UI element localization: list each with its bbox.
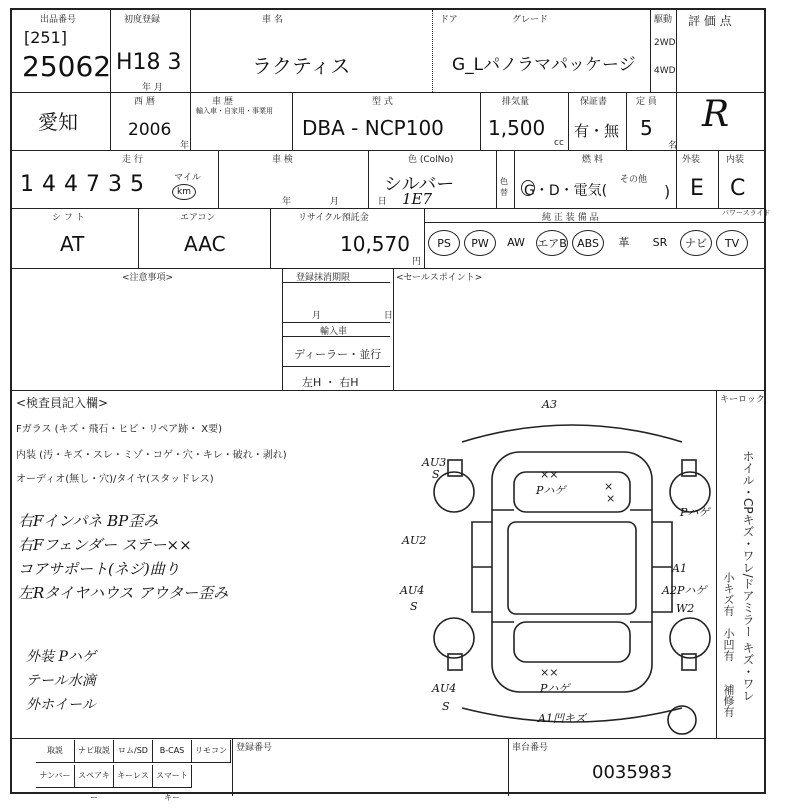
handwritten-line: 右Fフェンダー ステー×× [18, 536, 192, 554]
damage-label: ×× [540, 468, 559, 481]
year-unit: 年 [180, 141, 190, 151]
mileage-unit-mile: マイル [174, 173, 201, 183]
car-name-label: 車 名 [262, 15, 283, 25]
equipment-item: PW [464, 230, 496, 256]
dealer: ディーラー・並行 [294, 348, 382, 361]
vertical-sub-item: 小キズ有 [722, 572, 735, 616]
interior-grade: C [730, 176, 746, 201]
import-label: 輸入車 [320, 327, 348, 337]
recycle: 10,570 [340, 232, 410, 256]
mileage-unit-km: km [172, 184, 196, 200]
warranty-label: 保証書 [580, 97, 608, 107]
capacity-label: 定 員 [636, 97, 657, 107]
damage-label: × [606, 492, 616, 505]
mileage-value: 144735 [20, 172, 152, 197]
divider [12, 738, 764, 739]
inspection-label: 車 検 [272, 155, 293, 165]
capacity: 5 [640, 116, 653, 140]
exterior-grade: E [690, 176, 704, 201]
damage-label: Pハゲ [540, 682, 570, 695]
registration-label: 登録抹消期限 [296, 273, 351, 283]
first-reg-label: 初度登録 [124, 15, 161, 25]
caution-label: <注意事項> [122, 273, 174, 283]
grade: G_Lパノラマパッケージ [452, 55, 636, 75]
equipment-item: AW [507, 236, 525, 249]
first-reg-unit: 年 月 [142, 83, 163, 93]
damage-label: Pハゲ [680, 506, 710, 519]
footer-item: ナンバー [36, 765, 75, 788]
ac: AAC [184, 232, 226, 256]
equipment-item: PS [428, 230, 460, 256]
footer-item: キーレス [114, 765, 153, 788]
exhibit-label: 出品番号 [40, 15, 77, 25]
inspector-title: <検査員記入欄> [16, 396, 109, 410]
color-label: 色 (ColNo) [408, 155, 454, 165]
drive-4wd: 4WD [654, 66, 676, 76]
exterior-note-line: 外装 Pハゲ [26, 649, 96, 665]
exhibit-number: 25062 [22, 50, 112, 83]
keyless-label: パワースライド [722, 209, 771, 217]
model-label: 型 式 [372, 97, 393, 107]
year-label: 西 暦 [134, 97, 155, 107]
glass-note: Fガラス (キズ・飛石・ヒビ・リペア跡・ X要) [16, 424, 223, 435]
damage-label: S [432, 468, 440, 481]
car-name: ラクティス [252, 54, 351, 78]
mileage-label: 走 行 [122, 155, 143, 165]
capacity-unit: 名 [668, 141, 678, 151]
damage-label: AU4 [432, 682, 457, 695]
displacement-label: 排気量 [502, 97, 530, 107]
footer-item: B-CAS [153, 740, 192, 763]
damage-label: S [442, 700, 450, 713]
footer-item: スマートキー [153, 765, 192, 788]
fuel-circle [521, 180, 535, 196]
recycle-unit: 円 [412, 257, 422, 267]
interior-note: 内装 (汚・キズ・スレ・ミゾ・コゲ・穴・キレ・破れ・剥れ) [16, 450, 287, 461]
displacement: 1,500 [488, 116, 546, 140]
audio-tire-note: オーディオ(無し・穴)/タイヤ(スタッドレス) [16, 474, 214, 485]
footer-item: 取説 [36, 740, 75, 763]
divider [12, 92, 764, 93]
fuel-label: 燃 料 [582, 155, 603, 165]
equipment-item: ABS [572, 230, 604, 256]
equipment-item: TV [716, 230, 748, 256]
interior-label: 内装 [726, 155, 745, 165]
equipment-item: ナビ [680, 230, 712, 256]
damage-label: A1凹キズ [538, 712, 586, 725]
damage-label: AU4 [400, 584, 425, 597]
damage-label: AU3 [422, 456, 447, 469]
ac-label: エアコン [180, 213, 216, 223]
equipment-label: 純 正 装 備 品 [542, 213, 599, 223]
displacement-unit: cc [554, 138, 564, 148]
damage-label: × [604, 480, 614, 493]
exterior-note-line: テール水滴 [26, 673, 96, 689]
drive-2wd: 2WD [654, 38, 676, 48]
color-change-label: 色替 [500, 177, 508, 197]
year: 2006 [128, 120, 172, 140]
model: DBA - NCP100 [302, 116, 444, 140]
door-label: ドア [440, 15, 458, 25]
history-label: 車 歴 [212, 97, 233, 107]
divider [12, 208, 764, 209]
color-code: 1E7 [402, 190, 433, 208]
history-sub: 輸入車・自家用・事業用 [196, 107, 273, 115]
handwritten-line: 右Fインパネ BP歪み [18, 512, 159, 530]
handwritten-line: 左Rタイヤハウス アウター歪み [18, 584, 229, 602]
divider [12, 390, 764, 391]
damage-label: AU2 [402, 534, 427, 547]
shift-label: シ フ ト [52, 213, 85, 223]
footer-item: ロム/SD [114, 740, 153, 763]
car-damage-diagram [432, 402, 712, 738]
vertical-sub-item: 小凹有 [722, 628, 735, 661]
handwritten-line: コアサポート(ネジ)曲り [18, 560, 180, 578]
vin-label: 車台番号 [512, 743, 549, 753]
vin: 0035983 [592, 762, 673, 783]
damage-label: A1 [672, 562, 687, 575]
damage-label: A2Pハゲ [662, 584, 707, 597]
footer-item: ナビ取説 [75, 740, 114, 763]
recycle-label: リサイクル預託金 [298, 213, 369, 223]
exterior-note-line: 外ホイール [26, 697, 96, 713]
reg-unit: 月 日 [312, 311, 423, 321]
exterior-label: 外装 [682, 155, 701, 165]
exhibit-prefix: [251] [24, 28, 68, 47]
vertical-sub-item: 補修有 [722, 684, 735, 717]
equipment-item: SR [652, 236, 668, 249]
damage-label: Pハゲ [536, 484, 566, 497]
inspection-unit: 年 月 日 [282, 197, 405, 207]
reg-number-label: 登録番号 [236, 743, 273, 753]
sales-point-label: <セールスポイント> [396, 273, 483, 283]
first-reg-value: H18 3 [116, 50, 182, 75]
score-label: 評 価 点 [688, 14, 732, 28]
damage-label: A3 [542, 398, 557, 411]
warranty: 有・無 [574, 122, 620, 140]
fuel-other: その他 [620, 175, 648, 185]
shift: AT [60, 232, 85, 256]
score: R [702, 94, 730, 135]
color: シルバー [384, 174, 455, 195]
region: 愛知 [38, 110, 78, 134]
handle: 左H ・ 右H [302, 376, 359, 389]
damage-label: S [410, 600, 418, 613]
vertical-note: ホイル・CPキズ・ワレ/ドアミラー キズ・ワレ [741, 450, 755, 702]
footer-item: リモコン [192, 740, 231, 763]
equipment-item: エアB [536, 230, 568, 256]
side-label: キーロック [720, 395, 765, 405]
drive-label: 駆動 [654, 15, 673, 25]
fuel-options: G・D・電気( [524, 183, 608, 199]
grade-label: グレード [512, 15, 549, 25]
auction-sheet: 出品番号 [251] 25062 初度登録 H18 3 年 月 車 名 ラクティス ドア グレード G_Lパノラマパッケージ 駆動 2WD 4WD 評 価 点 R 愛知 西 暦 2006 年 車 歴 輸入車・自家用・事業用 型 式 DBA - NCP100 排気量 1,500 cc 保証書 有・無 定 員 5 名 走 行 144735 マイル km 車 検 年 月 日 色 (ColNo) シルバー 1E7 色替 燃 料 G・D・電気( その他 ) 外装 E 内装 C シ フ ト AT エアコン AAC リサイクル預託金 10,570 円 純 正 装 備 品 パワースライド PS PW AW エアB ABS 革 SR ナビ TV <注意事項> 登録抹消期限 月 日 輸入車 ディーラー・並行 左H ・ 右H <セールスポイント> <検査員記入欄> Fガラス (キズ・飛石・ヒビ・リペア跡・ X要) 内装 (汚・キズ・スレ・ミゾ・コゲ・穴・キレ・破れ・剥れ) オーディオ(無し・穴)/タイヤ(スタッドレス) 右Fインパネ BP歪み 右Fフェンダー ステー×× コアサポート(ネジ)曲り 左Rタイヤハウス アウター歪み 外装 Pハゲ テール水滴 外ホイール A3 AU3 ×× Pハゲ × × Pハゲ AU2 AU4 S A1 A2Pハゲ W2 AU4 S ×× Pハゲ A1凹キズ S キーロック ホイル・CPキズ・ワレ/ドアミラー キズ・ワレ 小キズ有 小凹有 補修有 取説 ナビ取説 ロム/SD B-CAS リモコン ナンバー スペアキー キーレス スマートキー 登録番号 車台番号 0035983 [10, 8, 766, 794]
footer-item: スペアキー [75, 765, 114, 788]
divider [12, 150, 764, 151]
equipment-item: 革 [618, 236, 630, 249]
damage-label: W2 [676, 602, 695, 615]
damage-label: ×× [540, 666, 559, 679]
